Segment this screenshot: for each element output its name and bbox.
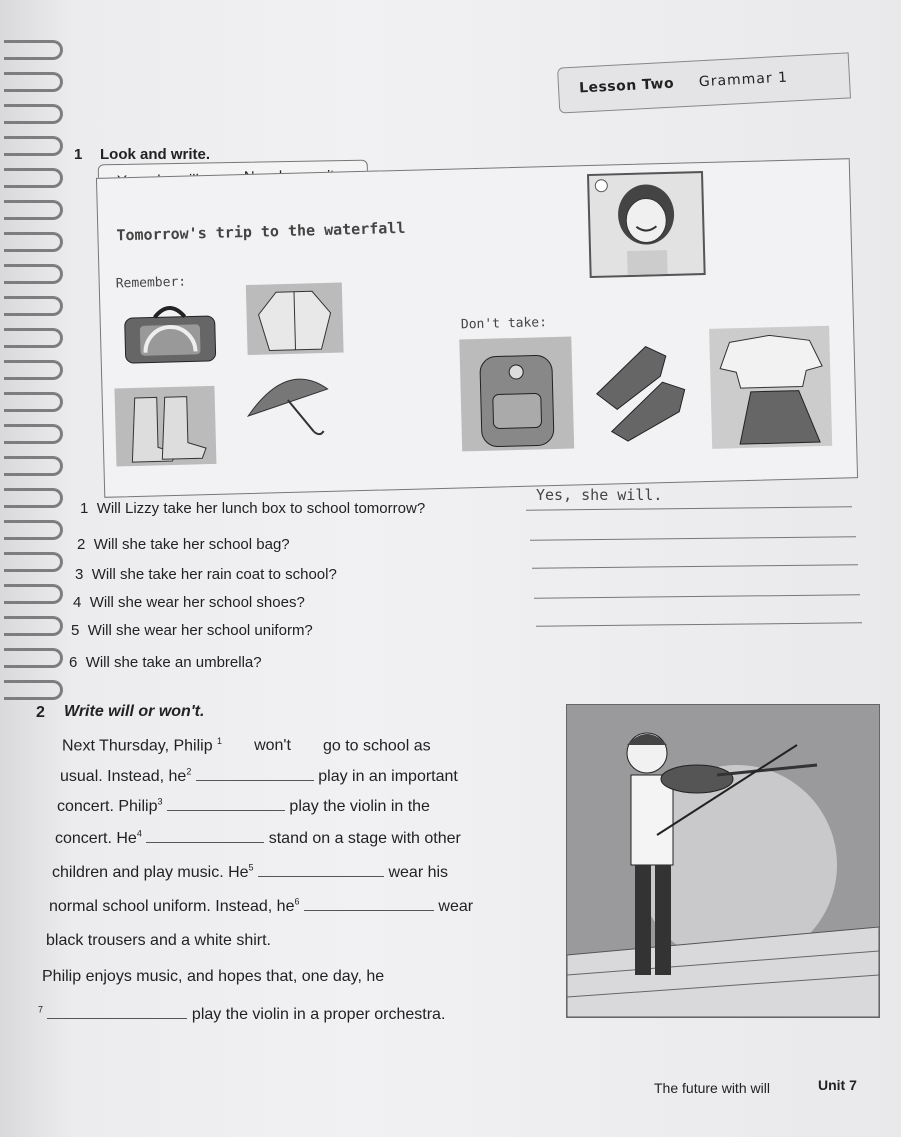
question-text: Will she take an umbrella? bbox=[85, 654, 262, 671]
question-number: 2 bbox=[77, 536, 86, 553]
gap-number: 2 bbox=[186, 766, 192, 777]
question-text: Will Lizzy take her lunch box to school tomorrow? bbox=[96, 500, 426, 517]
footer-title: The future with will bbox=[654, 1080, 770, 1096]
gap-number: 4 bbox=[136, 828, 142, 839]
gap-line-3 bbox=[57, 796, 430, 816]
sentence-text: concert. Philip bbox=[57, 798, 158, 815]
school-bag-icon bbox=[459, 337, 574, 452]
sentence-text: play in an important bbox=[318, 768, 458, 785]
answer-1[interactable]: Yes, she will. bbox=[536, 486, 663, 504]
gap-number: 3 bbox=[157, 796, 163, 807]
gap-line-1 bbox=[62, 736, 431, 755]
sentence-text: stand on a stage with other bbox=[268, 830, 461, 847]
raincoat-icon bbox=[246, 283, 344, 355]
gap-line-5 bbox=[52, 862, 448, 882]
question-4 bbox=[73, 594, 305, 611]
gap-number: 6 bbox=[294, 896, 300, 907]
question-5 bbox=[71, 622, 313, 639]
gap-number: 5 bbox=[248, 862, 254, 873]
gap-line-7 bbox=[46, 932, 271, 950]
exercise1-number: 1 bbox=[74, 146, 83, 163]
sentence-text: wear his bbox=[388, 864, 449, 881]
rain-boots-icon bbox=[114, 386, 216, 467]
remember-label: Remember: bbox=[115, 274, 187, 292]
sentence-text: play the violin in the bbox=[289, 798, 430, 815]
violin-boy-illustration bbox=[566, 704, 880, 1018]
sentence-text: go to school as bbox=[322, 737, 431, 755]
exercise1-instruction: Look and write. bbox=[100, 146, 211, 163]
sentence-text: children and play music. He bbox=[52, 864, 249, 881]
gap-answer[interactable] bbox=[196, 766, 314, 781]
answer-line-3[interactable] bbox=[532, 564, 858, 568]
gap-answer[interactable] bbox=[258, 862, 384, 877]
spiral-binding bbox=[0, 40, 60, 740]
answer-line-1 bbox=[526, 506, 852, 510]
answer-line-5[interactable] bbox=[536, 622, 862, 626]
sentence-text: play the violin in a proper orchestra. bbox=[191, 1006, 446, 1023]
sentence-text: black trousers and a white shirt. bbox=[46, 932, 271, 949]
gap-answer[interactable] bbox=[47, 1004, 187, 1019]
question-number: 5 bbox=[71, 622, 80, 639]
sentence-text: concert. He bbox=[55, 830, 137, 847]
gap-line-2 bbox=[60, 766, 458, 786]
question-2 bbox=[77, 536, 290, 553]
gap-answer[interactable] bbox=[304, 896, 434, 911]
school-uniform-icon bbox=[709, 326, 832, 449]
girl-portrait bbox=[587, 171, 706, 278]
answer-line-4[interactable] bbox=[534, 594, 860, 598]
lesson-label: Lesson Two bbox=[578, 75, 675, 97]
lunch-box-icon bbox=[114, 296, 226, 374]
umbrella-icon bbox=[242, 369, 334, 446]
sentence-text: normal school uniform. Instead, he bbox=[49, 898, 295, 915]
question-6 bbox=[69, 654, 262, 671]
question-text: Will she wear her school uniform? bbox=[87, 622, 313, 639]
trip-card bbox=[96, 158, 858, 498]
exercise2-number: 2 bbox=[36, 704, 45, 721]
question-text: Will she take her school bag? bbox=[93, 536, 290, 553]
gap-answer[interactable] bbox=[146, 828, 264, 843]
exercise2-instruction: Write will or won't. bbox=[64, 703, 205, 720]
question-1 bbox=[80, 500, 425, 517]
lesson-topic: Grammar 1 bbox=[698, 69, 789, 91]
question-number: 6 bbox=[69, 654, 78, 671]
gap-number: 1 bbox=[217, 736, 223, 746]
question-number: 3 bbox=[75, 566, 84, 583]
question-3 bbox=[75, 566, 337, 583]
closing-sentence: Philip enjoys music, and hopes that, one day, he bbox=[42, 968, 385, 985]
gap-answer[interactable]: won't bbox=[254, 737, 291, 755]
question-text: Will she take her rain coat to school? bbox=[91, 566, 337, 583]
footer-unit: Unit 7 bbox=[818, 1077, 857, 1093]
sentence-text: usual. Instead, he bbox=[60, 768, 187, 785]
question-number: 4 bbox=[73, 594, 82, 611]
school-shoes-icon bbox=[585, 331, 694, 444]
card-title: Tomorrow's trip to the waterfall bbox=[116, 218, 406, 245]
sentence-text: Next Thursday, Philip bbox=[62, 737, 213, 755]
lesson-header bbox=[557, 52, 851, 113]
gap-line-4 bbox=[55, 828, 461, 848]
answer-line-2[interactable] bbox=[530, 536, 856, 540]
sentence-text: wear bbox=[438, 898, 474, 915]
dont-take-label: Don't take: bbox=[460, 315, 548, 333]
question-text: Will she wear her school shoes? bbox=[89, 594, 305, 611]
gap-number: 7 bbox=[38, 1004, 44, 1015]
gap-line-8 bbox=[38, 1004, 445, 1024]
gap-answer[interactable] bbox=[167, 796, 285, 811]
question-number: 1 bbox=[80, 500, 89, 517]
gap-line-6 bbox=[49, 896, 473, 916]
